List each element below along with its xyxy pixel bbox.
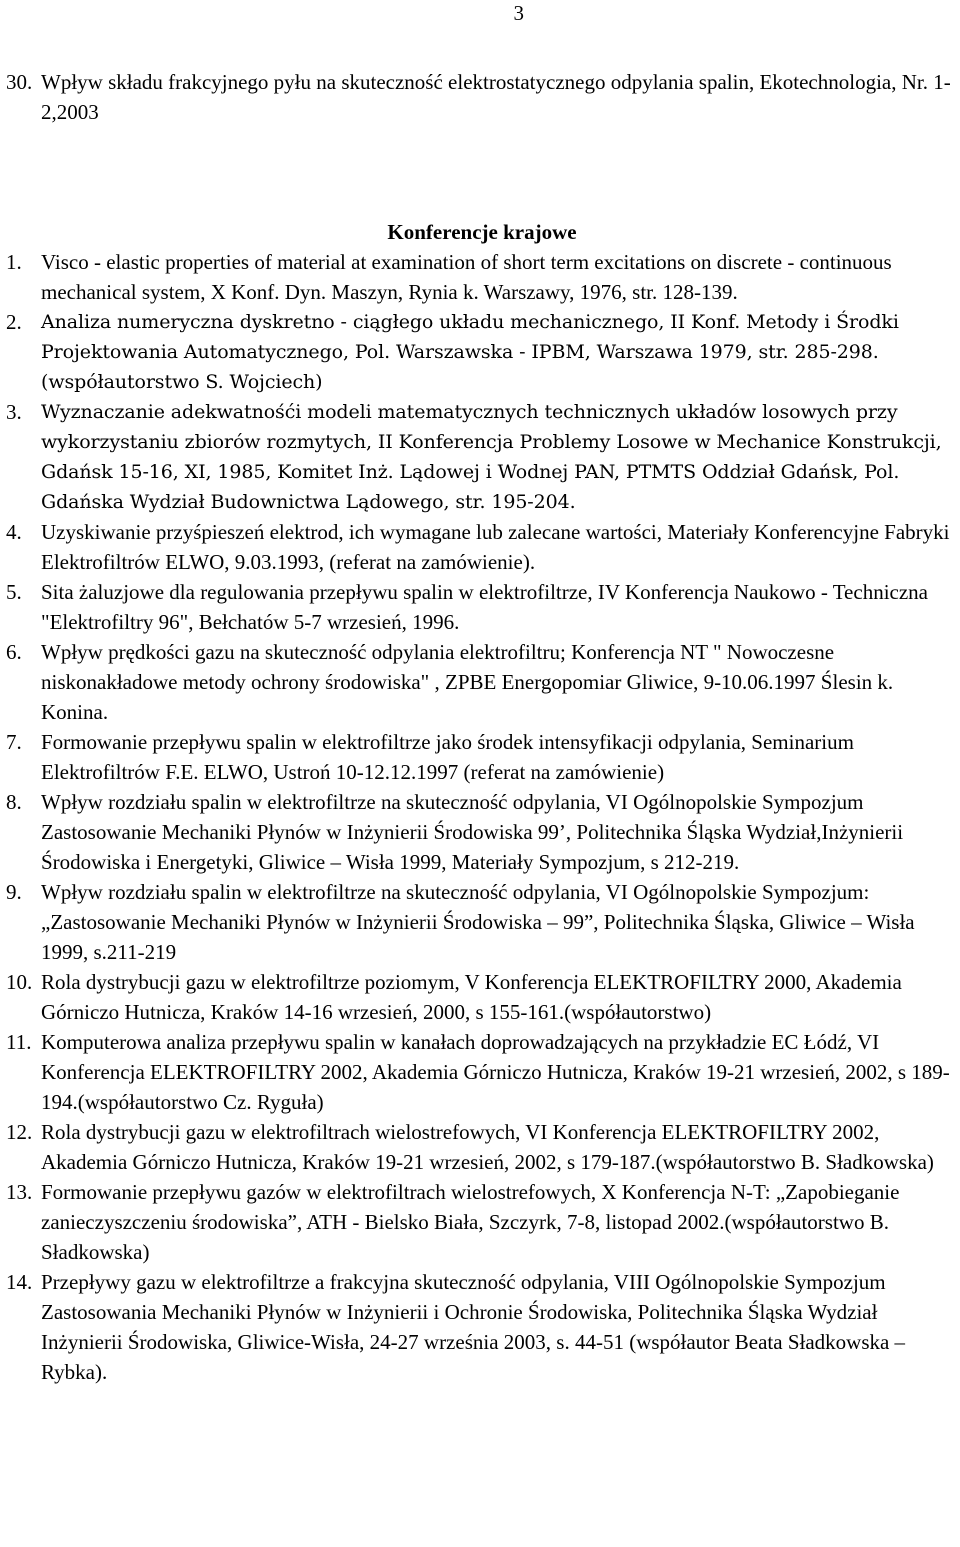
entry-number: 10.: [6, 970, 33, 994]
entry-text: Wpływ prędkości gazu na skuteczność odpylania elektrofiltru; Konferencja NT " Nowoczesne niskonakładowe metody ochrony środowiska" , ZPBE Energopomiar Gliwice, 9-10.06.1997 Ślesin k. Konina.: [41, 640, 894, 724]
conference-entry-1: [6, 247, 958, 307]
entry-number: 2.: [6, 310, 22, 334]
entry-text: Komputerowa analiza przepływu spalin w kanałach doprowadzających na przykładzie EC Łódź, VI Konferencja ELEKTROFILTRY 2002, Akademia Górniczo Hutnicza, Kraków 19-21 wrzesień, 2002, s 189-194.(współautorstwo Cz. Ryguła): [41, 1030, 950, 1114]
entry-text: Rola dystrybucji gazu w elektrofiltrze poziomym, V Konferencja ELEKTROFILTRY 2000, Akademia Górniczo Hutnicza, Kraków 14-16 wrzesień, 2000, s 155-161.(współautorstwo): [41, 970, 902, 1024]
entry-number: 30.: [6, 70, 33, 94]
entry-number: 14.: [6, 1270, 33, 1294]
conference-entry-6: [6, 637, 958, 727]
entry-number: 3.: [6, 400, 22, 424]
entry-number: 12.: [6, 1120, 33, 1144]
entry-text: Wpływ rozdziału spalin w elektrofiltrze na skuteczność odpylania, VI Ogólnopolskie Sympozjum: „Zastosowanie Mechaniki Płynów w Inżynierii Środowiska – 99”, Politechnika Śląska, Gliwice – Wisła 1999, s.211-219: [41, 880, 915, 964]
page-number: 3: [513, 1, 524, 25]
conference-entry-8: [6, 787, 958, 877]
entry-number: 5.: [6, 580, 22, 604]
conference-entry-2: [6, 307, 958, 397]
conference-entry-10: [6, 967, 958, 1027]
entry-text: Visco - elastic properties of material at examination of short term excitations on discrete - continuous mechanical system, X Konf. Dyn. Maszyn, Rynia k. Warszawy, 1976, str. 128-139.: [41, 250, 892, 304]
conference-entry-14: [6, 1267, 958, 1387]
entry-text: Uzyskiwanie przyśpieszeń elektrod, ich wymagane lub zalecane wartości, Materiały Konferencyjne Fabryki Elektrofiltrów ELWO, 9.03.1993, (referat na zamówienie).: [41, 520, 950, 574]
entry-text: Wpływ rozdziału spalin w elektrofiltrze na skuteczność odpylania, VI Ogólnopolskie Sympozjum Zastosowanie Mechaniki Płynów w Inżynierii Środowiska 99’, Politechnika Śląska Wydział,Inżynierii Środowiska i Energetyki, Gliwice – Wisła 1999, Materiały Sympozjum, s 212-219.: [41, 790, 904, 874]
conference-entry-9: [6, 877, 958, 967]
conference-entry-12: [6, 1117, 958, 1177]
conference-entry-11: [6, 1027, 958, 1117]
entry-text: Formowanie przepływu spalin w elektrofiltrze jako środek intensyfikacji odpylania, Seminarium Elektrofiltrów F.E. ELWO, Ustroń 10-12.12.1997 (referat na zamówienie): [41, 730, 854, 784]
entry-number: 13.: [6, 1180, 33, 1204]
document-body: [6, 67, 958, 1387]
conference-entry-7: [6, 727, 958, 787]
entry-text: Analiza numeryczna dyskretno - ciągłego układu mechanicznego, II Konf. Metody i Środki Projektowania Automatycznego, Pol. Warszawska - IPBM, Warszawa 1979, str. 285-298.(współautorstwo S. Wojciech): [41, 311, 899, 393]
entry-text: Formowanie przepływu gazów w elektrofiltrach wielostrefowych, X Konferencja N-T: „Zapobieganie zanieczyszczeniu środowiska”, ATH - Bielsko Biała, Szczyrk, 7-8, listopad 2002.(współautorstwo B. Sładkowska): [41, 1180, 900, 1264]
section-heading-conferences: Konferencje krajowe: [387, 220, 577, 244]
entry-number: 1.: [6, 250, 22, 274]
entry-text: Wpływ składu frakcyjnego pyłu na skuteczność elektrostatycznego odpylania spalin, Ekotechnologia, Nr. 1-2,2003: [41, 70, 951, 124]
entry-number: 9.: [6, 880, 22, 904]
conference-entry-3: [6, 397, 958, 517]
conference-entry-5: [6, 577, 958, 637]
entry-number: 7.: [6, 730, 22, 754]
entry-number: 4.: [6, 520, 22, 544]
entry-text: Rola dystrybucji gazu w elektrofiltrach wielostrefowych, VI Konferencja ELEKTROFILTRY 2002, Akademia Górniczo Hutnicza, Kraków 19-21 wrzesień, 2002, s 179-187.(współautorstwo B. Sładkowska): [41, 1120, 934, 1174]
conference-entry-4: [6, 517, 958, 577]
entry-text: Sita żaluzjowe dla regulowania przepływu spalin w elektrofiltrze, IV Konferencja Naukowo - Techniczna "Elektrofiltry 96", Bełchatów 5-7 wrzesień, 1996.: [41, 580, 928, 634]
entry-number: 6.: [6, 640, 22, 664]
conference-entry-13: [6, 1177, 958, 1267]
entry-number: 8.: [6, 790, 22, 814]
journal-entry-30: [6, 67, 958, 127]
entry-number: 11.: [6, 1030, 32, 1054]
entry-text: Wyznaczanie adekwatnośći modeli matematycznych technicznych układów losowych przy wykorzystaniu zbiorów rozmytych, II Konferencja Problemy Losowe w Mechanice Konstrukcji, Gdańsk 15-16, XI, 1985, Komitet Inż. Lądowej i Wodnej PAN, PTMTS Oddział Gdańsk, Pol. Gdańska Wydział Budownictwa Lądowego, str. 195-204.: [41, 401, 942, 513]
entry-text: Przepływy gazu w elektrofiltrze a frakcyjna skuteczność odpylania, VIII Ogólnopolskie Sympozjum Zastosowania Mechaniki Płynów w Inżynierii i Ochronie Środowiska, Politechnika Śląska Wydział Inżynierii Środowiska, Gliwice-Wisła, 24-27 września 2003, s. 44-51 (współautor Beata Sładkowska – Rybka).: [41, 1270, 906, 1384]
